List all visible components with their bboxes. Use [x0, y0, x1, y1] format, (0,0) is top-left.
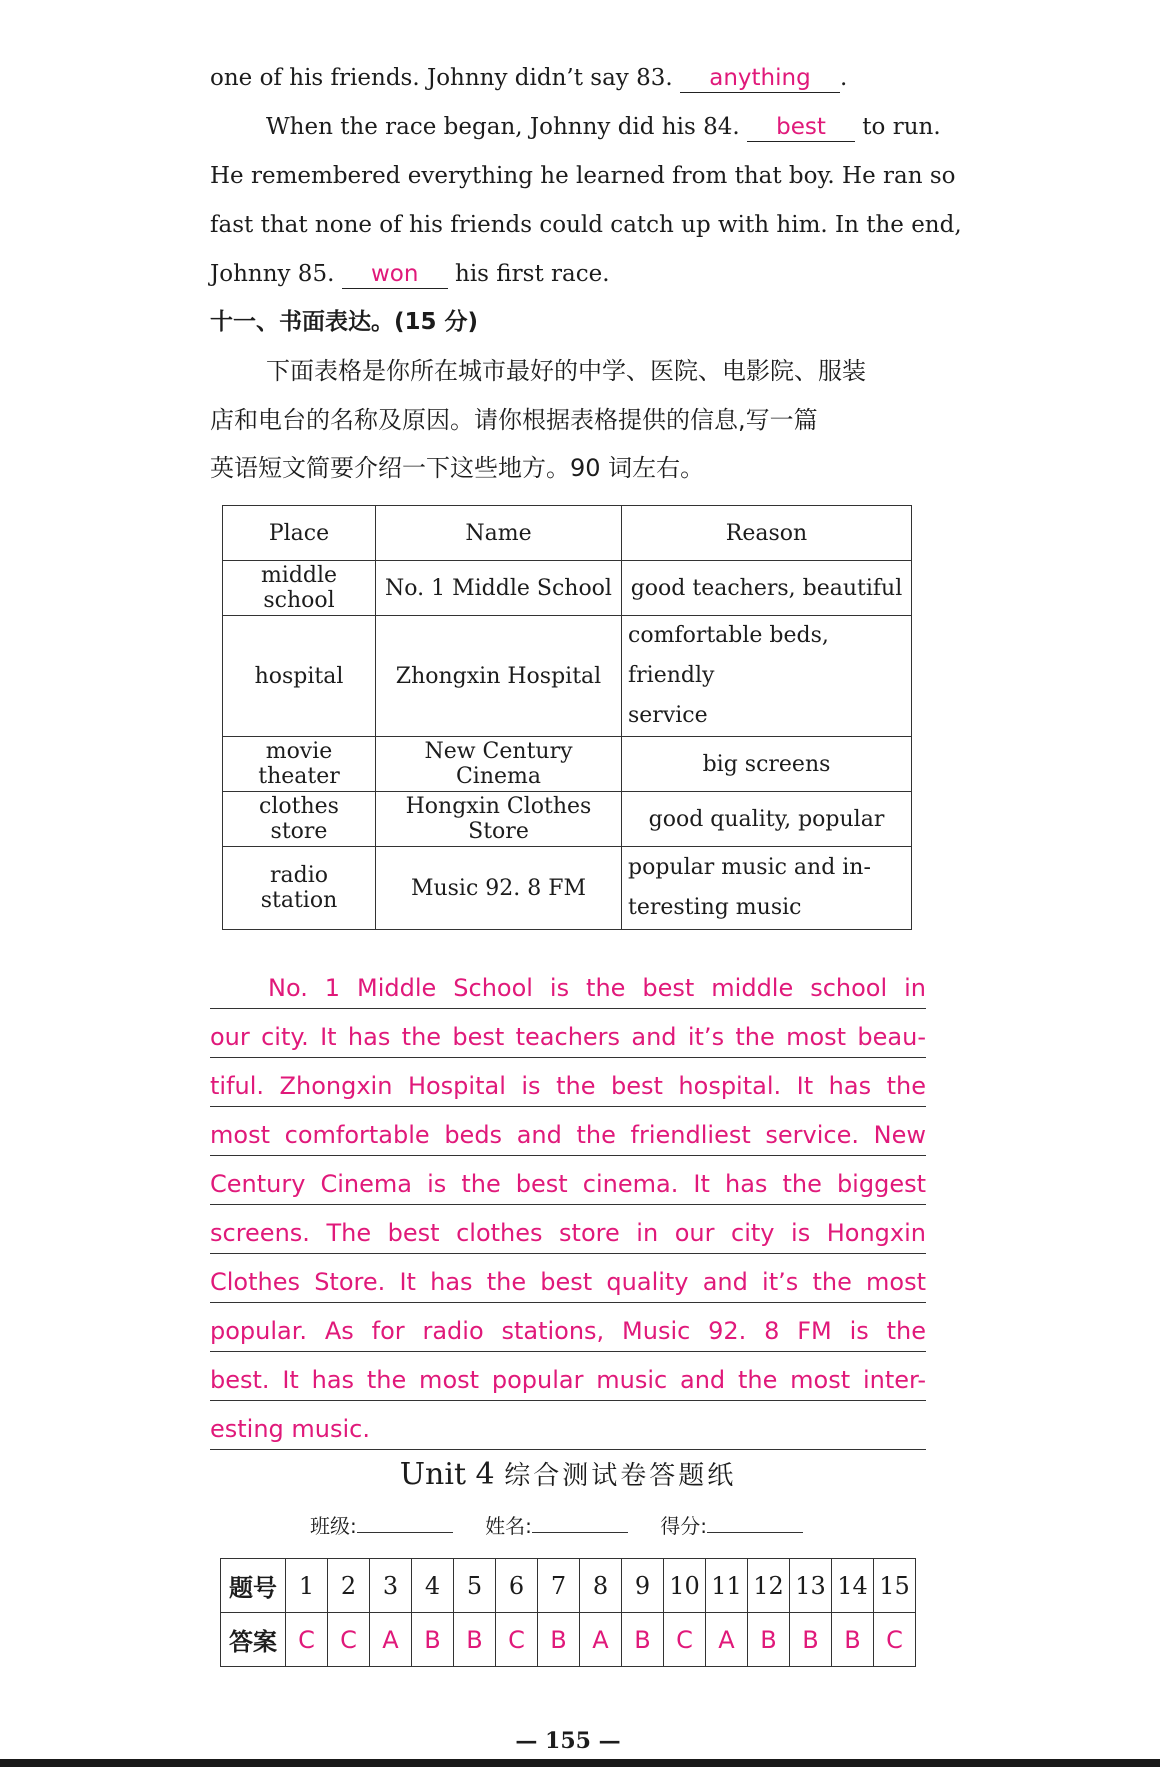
reason-cell	[622, 616, 912, 737]
answer-cell: C	[874, 1613, 916, 1667]
question-number-cell: 7	[538, 1559, 580, 1613]
passage-line-1	[210, 63, 926, 93]
table-row	[223, 561, 912, 616]
passage-text: Johnny 85.	[210, 261, 335, 287]
passage-punct: .	[839, 65, 848, 91]
answer-cell: C	[496, 1613, 538, 1667]
table-row	[223, 737, 912, 792]
essay-line	[210, 1156, 926, 1205]
question-number-cell: 1	[286, 1559, 328, 1613]
passage-line-2	[266, 112, 941, 142]
place-cell: middle school	[223, 561, 376, 616]
place-cell: clothes store	[223, 792, 376, 847]
question-number-cell: 5	[454, 1559, 496, 1613]
answer-cell: C	[664, 1613, 706, 1667]
essay-line	[210, 1009, 926, 1058]
answer-blank-84	[747, 113, 855, 142]
answer-cell: C	[286, 1613, 328, 1667]
essay-line	[210, 1303, 926, 1352]
score-label: 得分:	[660, 1514, 707, 1538]
passage-text: his first race.	[455, 261, 610, 287]
essay-text: our city. It has the best teachers and it’s the most beau-	[210, 1023, 926, 1051]
answer-cell: B	[622, 1613, 664, 1667]
title-unit: Unit 4	[399, 1457, 495, 1492]
name-cell: Music 92. 8 FM	[376, 847, 622, 930]
answer-cell: B	[538, 1613, 580, 1667]
essay-line	[210, 1107, 926, 1156]
reason-cell: big screens	[622, 737, 912, 792]
question-number-cell: 10	[664, 1559, 706, 1613]
name-field[interactable]	[532, 1514, 628, 1533]
question-number-cell: 4	[412, 1559, 454, 1613]
answer-cell: A	[370, 1613, 412, 1667]
title-zh: 综合测试卷答题纸	[504, 1461, 737, 1491]
answer-cell: B	[454, 1613, 496, 1667]
answer-row	[221, 1613, 916, 1667]
passage-line-5	[210, 259, 926, 289]
col-header-reason: Reason	[622, 506, 912, 561]
student-info-fields	[310, 1510, 829, 1539]
passage-line-4: fast that none of his friends could catch up with him. In the end,	[210, 212, 962, 238]
question-number-cell: 12	[748, 1559, 790, 1613]
answer-83: anything	[709, 65, 811, 91]
essay-text: esting music.	[210, 1415, 371, 1443]
answer-cell: A	[706, 1613, 748, 1667]
passage-line-3: He remembered everything he learned from that boy. He ran so	[210, 163, 956, 189]
question-number-cell: 15	[874, 1559, 916, 1613]
answer-cell: B	[748, 1613, 790, 1667]
place-cell: movie theater	[223, 737, 376, 792]
answer-sheet-title	[210, 1455, 926, 1492]
essay-text: screens. The best clothes store in our city is Hongxin	[210, 1219, 926, 1247]
answer-cell: C	[328, 1613, 370, 1667]
place-cell: hospital	[223, 616, 376, 737]
place-cell: radio station	[223, 847, 376, 930]
table-row	[223, 616, 912, 737]
answer-cell: B	[412, 1613, 454, 1667]
instruction-line-3: 英语短文简要介绍一下这些地方。90 词左右。	[210, 454, 705, 482]
passage-text: one of his friends. Johnny didn’t say 83.	[210, 65, 673, 91]
col-header-place: Place	[223, 506, 376, 561]
answer-blank-85	[342, 260, 448, 289]
name-label: 姓名:	[485, 1514, 532, 1538]
instruction-line-2: 店和电台的名称及原因。请你根据表格提供的信息,写一篇	[210, 406, 818, 434]
essay-line	[210, 1401, 926, 1450]
question-number-cell: 13	[790, 1559, 832, 1613]
name-cell: Zhongxin Hospital	[376, 616, 622, 737]
table-row	[223, 847, 912, 930]
answer-cell: B	[832, 1613, 874, 1667]
answer-cell: B	[790, 1613, 832, 1667]
essay-line	[210, 960, 926, 1009]
answer-85: won	[370, 261, 419, 287]
page-number: — 155 —	[515, 1728, 621, 1754]
essay-line	[210, 1254, 926, 1303]
essay-line	[210, 1352, 926, 1401]
info-table	[222, 505, 912, 930]
reason-cell: good quality, popular	[622, 792, 912, 847]
essay-text: most comfortable beds and the friendliest service. New	[210, 1121, 926, 1149]
reason-line: popular music and in-	[628, 855, 871, 880]
reason-line: comfortable beds, friendly	[628, 623, 829, 688]
essay-text: best. It has the most popular music and the most inter-	[210, 1366, 926, 1394]
question-number-cell: 14	[832, 1559, 874, 1613]
essay-line	[210, 1205, 926, 1254]
question-number-cell: 11	[706, 1559, 748, 1613]
question-number-cell: 2	[328, 1559, 370, 1613]
question-number-cell: 9	[622, 1559, 664, 1613]
question-number-row	[221, 1559, 916, 1613]
answer-84: best	[776, 114, 826, 140]
name-cell: Hongxin Clothes Store	[376, 792, 622, 847]
row-label-answer: 答案	[221, 1613, 286, 1667]
section-heading: 十一、书面表达。(15 分)	[210, 309, 479, 335]
table-row	[223, 792, 912, 847]
reason-line: service	[628, 703, 708, 728]
essay-text: No. 1 Middle School is the best middle school in	[268, 974, 926, 1002]
question-number-cell: 8	[580, 1559, 622, 1613]
row-label-number: 题号	[221, 1559, 286, 1613]
answer-table	[220, 1558, 916, 1667]
info-table-header	[223, 506, 912, 561]
class-label: 班级:	[310, 1514, 357, 1538]
passage-text: to run.	[862, 114, 941, 140]
name-cell: No. 1 Middle School	[376, 561, 622, 616]
reason-line: teresting music	[628, 895, 802, 920]
passage-text: When the race began, Johnny did his 84.	[266, 114, 740, 140]
question-number-cell: 3	[370, 1559, 412, 1613]
essay-text: popular. As for radio stations, Music 92. 8 FM is the	[210, 1317, 926, 1345]
instruction-line-1: 下面表格是你所在城市最好的中学、医院、电影院、服装	[266, 357, 866, 385]
name-cell: New Century Cinema	[376, 737, 622, 792]
essay-text: tiful. Zhongxin Hospital is the best hospital. It has the	[210, 1072, 926, 1100]
col-header-name: Name	[376, 506, 622, 561]
bottom-bar	[0, 1759, 1160, 1767]
essay-text: Clothes Store. It has the best quality and it’s the most	[210, 1268, 926, 1296]
answer-blank-83	[680, 64, 840, 93]
answer-cell: A	[580, 1613, 622, 1667]
question-number-cell: 6	[496, 1559, 538, 1613]
class-field[interactable]	[357, 1514, 453, 1533]
reason-cell: good teachers, beautiful	[622, 561, 912, 616]
score-field[interactable]	[707, 1514, 803, 1533]
reason-cell	[622, 847, 912, 930]
essay-text: Century Cinema is the best cinema. It has the biggest	[210, 1170, 926, 1198]
essay-line	[210, 1058, 926, 1107]
